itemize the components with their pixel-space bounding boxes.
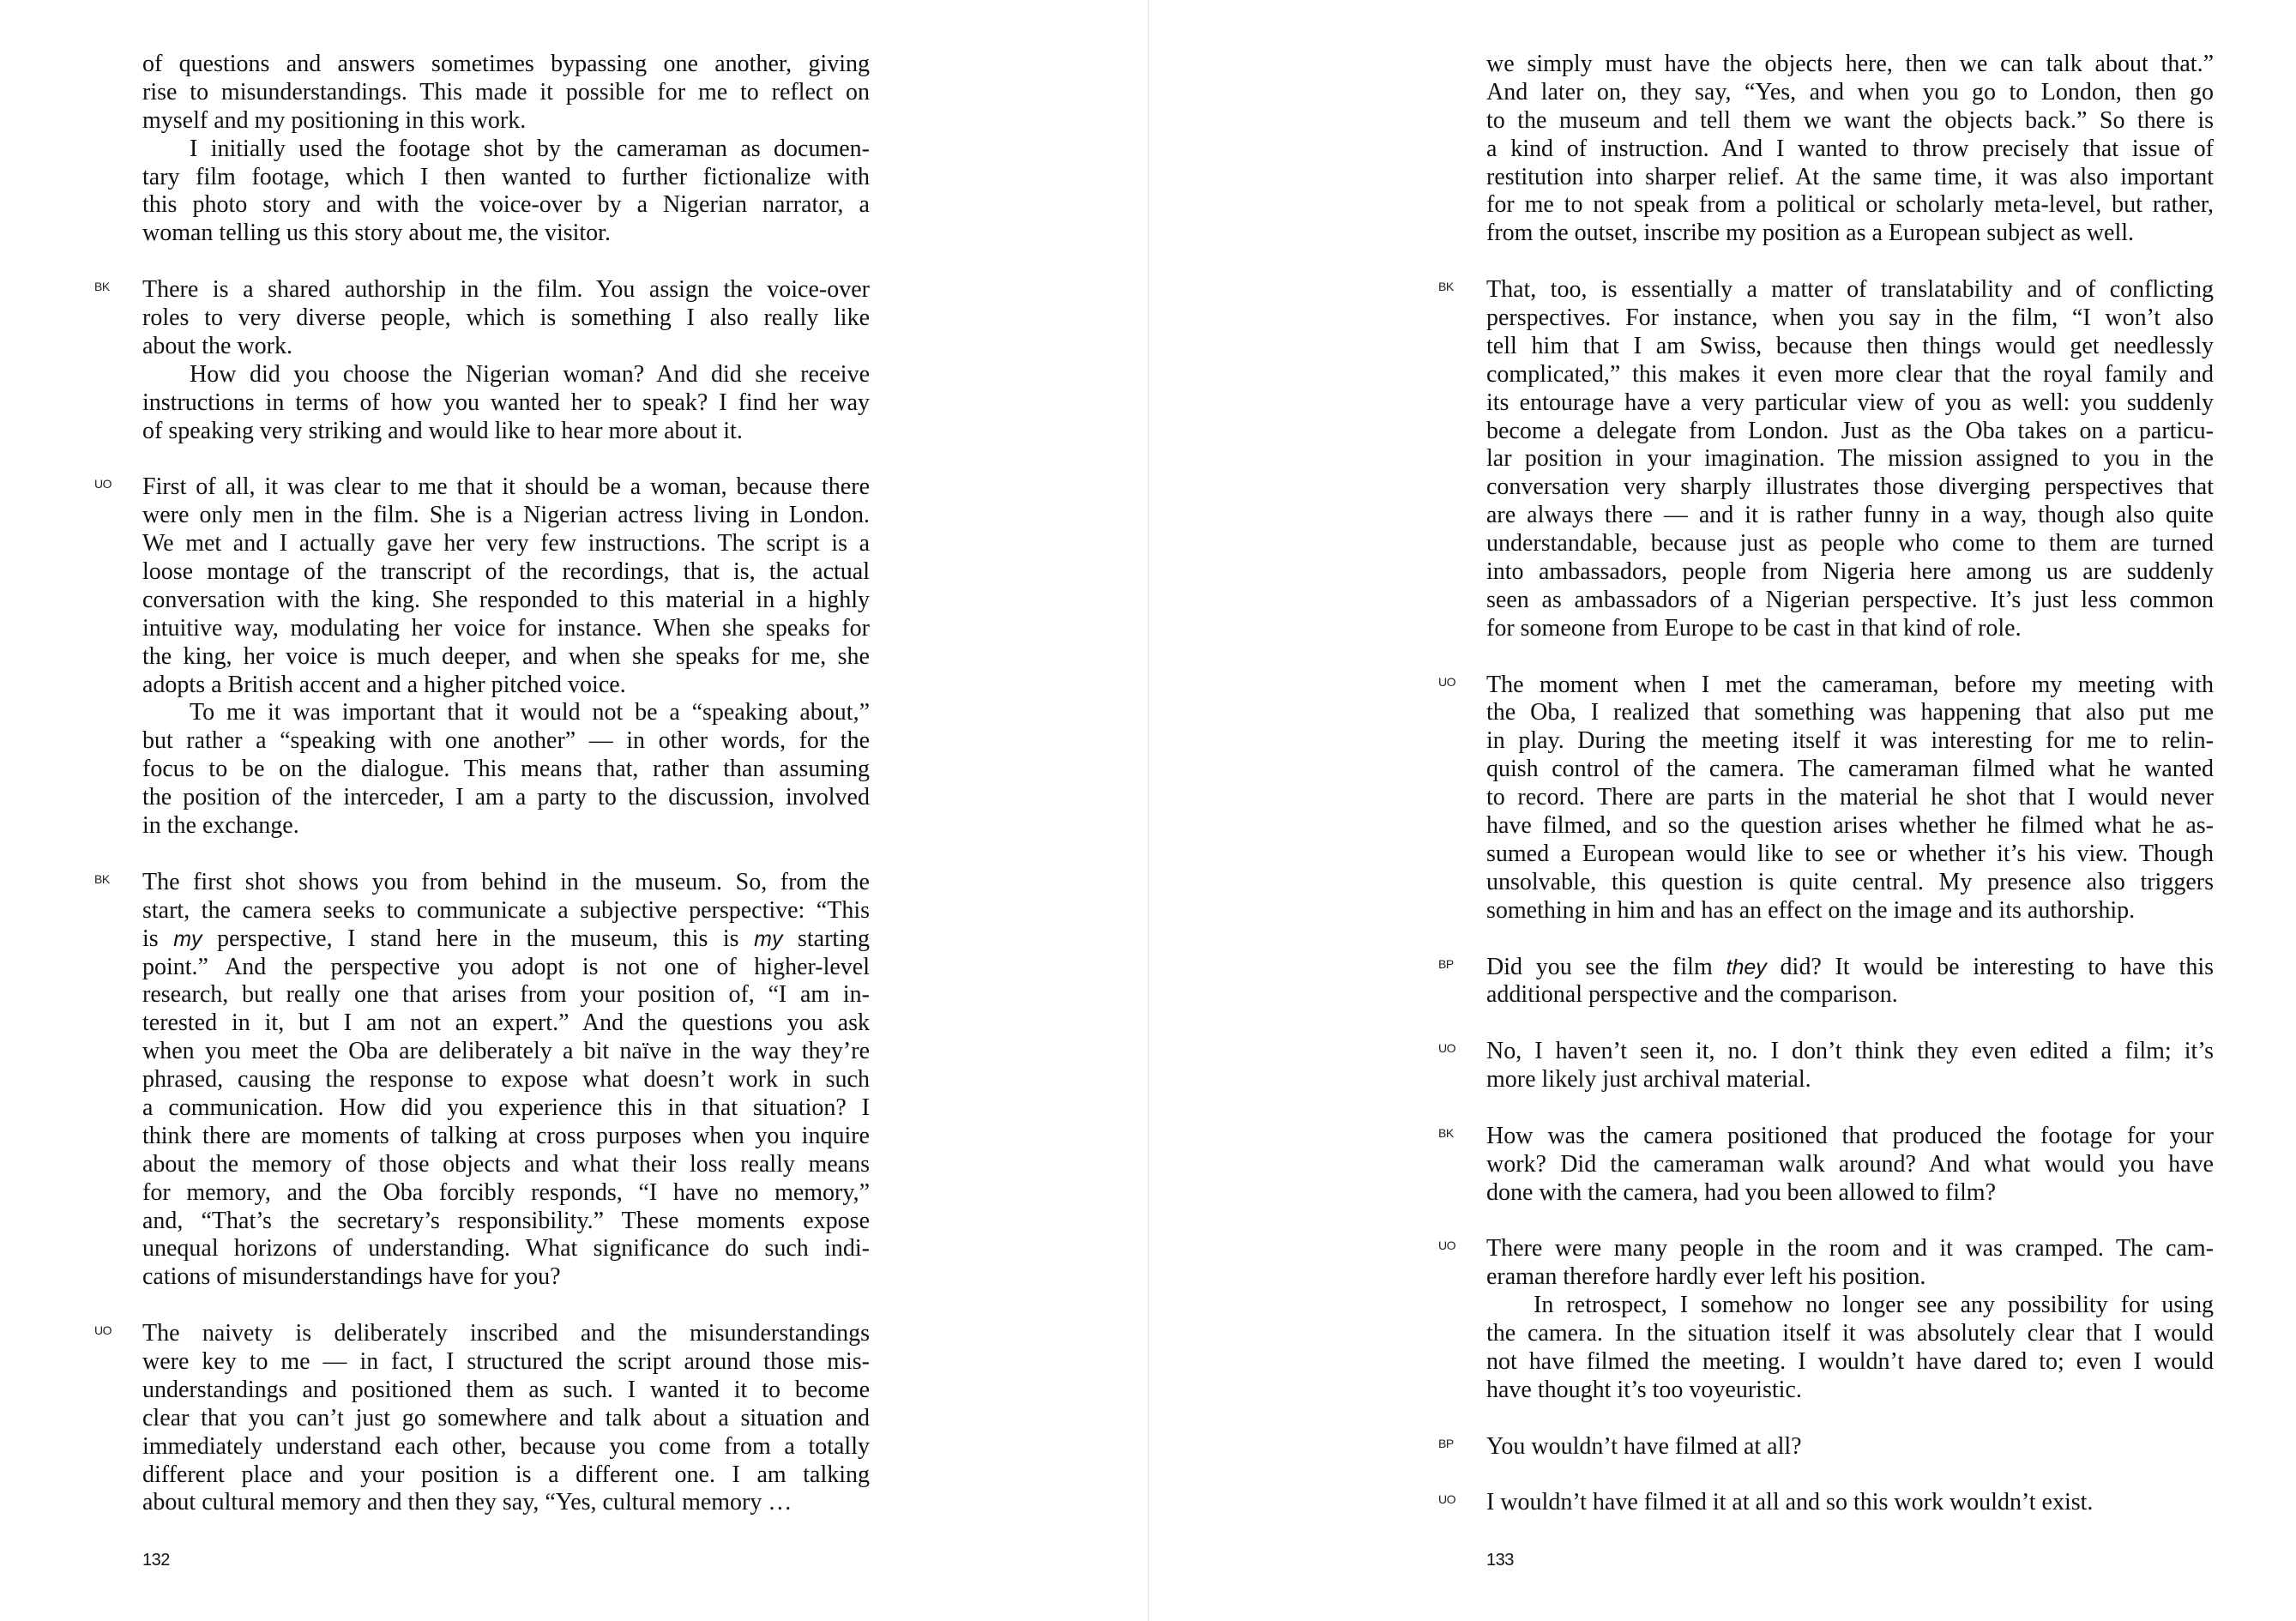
interview-entry — [1438, 1489, 2214, 1517]
text-line: its entourage have a very particular view of you as well: you suddenly — [1486, 389, 2214, 416]
text-line: The moment when I met the cameraman, before my meeting with — [1486, 671, 2214, 698]
text-line: No, I haven’t seen it, no. I don’t think they even edited a film; it’s — [1486, 1038, 2214, 1065]
text-line: the Oba, I realized that something was happening that also put me — [1486, 699, 2214, 726]
text-line: have filmed, and so the question arises whether he filmed what he as- — [1486, 812, 2214, 840]
text-line: think there are moments of talking at cross purposes when you inquire — [142, 1122, 870, 1149]
text-line: were only men in the film. She is a Nigerian actress living in London. — [142, 502, 870, 529]
text-line: additional perspective and the comparison. — [1486, 981, 1898, 1009]
interview-entry — [1438, 953, 2214, 1010]
text-line: about cultural memory and then they say, “Yes, cultural memory … — [142, 1489, 792, 1516]
text-line: when you meet the Oba are deliberately a bit naïve in the way they’re — [142, 1038, 870, 1065]
text-line: phrased, causing the response to expose what doesn’t work in such — [142, 1066, 870, 1094]
text-line: a communication. How did you experience this in that situation? I — [142, 1094, 870, 1121]
text-line: The naivety is deliberately inscribed and the misunderstandings — [142, 1320, 870, 1347]
left-page-text-column — [94, 51, 870, 1546]
right-page — [1149, 0, 2296, 1621]
text-line: from the outset, inscribe my position as a European subject as well. — [1486, 220, 2135, 247]
speaker-initials: BP — [1438, 956, 1454, 971]
text-line: in the exchange. — [142, 812, 299, 840]
text-line: unsolvable, this question is quite central. My presence also triggers — [1486, 868, 2214, 895]
text-line: loose montage of the transcript of the recordings, that is, the actual — [142, 558, 870, 586]
text-line: instructions in terms of how you wanted her to speak? I find her way — [142, 389, 870, 416]
paragraph — [1486, 276, 2214, 643]
text-line: have thought it’s too voyeuristic. — [1486, 1376, 1802, 1403]
page-number: 133 — [1486, 1551, 1514, 1570]
text-line: research, but really one that arises from your position of, “I am in- — [142, 981, 870, 1009]
text-line: the position of the interceder, I am a party to the discussion, involved — [142, 784, 870, 811]
italic-emphasis: they — [1726, 955, 1767, 979]
paragraph — [1486, 1123, 2214, 1208]
text-line: start, the camera seeks to communicate a subjective perspective: “This — [142, 896, 870, 924]
right-page-text-column — [1438, 51, 2214, 1546]
text-line: for memory, and the Oba forcibly responds, “I have no memory,” — [142, 1178, 870, 1206]
text-line: In retrospect, I somehow no longer see any possibility for using — [1534, 1292, 2214, 1319]
speaker-initials: BK — [1438, 1125, 1454, 1140]
text-line: point.” And the perspective you adopt is not one of higher-level — [142, 953, 870, 980]
paragraph — [1486, 1292, 2214, 1405]
text-line: more likely just archival material. — [1486, 1066, 1811, 1094]
text-segment: Did you see the film — [1486, 953, 1727, 980]
text-line: woman telling us this story about me, the visitor. — [142, 220, 611, 247]
speaker-initials: UO — [1438, 1041, 1455, 1056]
interview-entry — [94, 1320, 870, 1517]
text-line: tary film footage, which I then wanted to further fictionalize with — [142, 163, 870, 190]
italic-emphasis: my — [173, 926, 202, 951]
text-line: something in him and has an effect on the image and its authorship. — [1486, 896, 2136, 924]
text-line: of speaking very striking and would like to hear more about it. — [142, 417, 743, 444]
paragraph — [142, 869, 870, 1292]
text-line: for someone from Europe to be cast in that kind of role. — [1486, 614, 2022, 642]
text-line: we simply must have the objects here, then we can talk about that.” — [1486, 51, 2214, 77]
text-line: restitution into sharper relief. At the same time, it was also important — [1486, 163, 2214, 190]
interview-entry — [94, 473, 870, 841]
text-line: the king, her voice is much deeper, and when she speaks for me, she — [142, 642, 870, 670]
text-line: for me to not speak from a political or scholarly meta-level, but rather, — [1486, 191, 2214, 219]
text-line: sumed a European would like to see or whether it’s his view. Though — [1486, 840, 2214, 867]
text-line: understandable, because just as people who come to them are turned — [1486, 530, 2214, 557]
text-line: How was the camera positioned that produced the footage for your — [1486, 1122, 2214, 1149]
text-line: lar position in your imagination. The mission assigned to you in the — [1486, 445, 2214, 473]
text-line: You wouldn’t have filmed at all? — [1486, 1432, 1802, 1460]
paragraph — [1486, 1038, 2214, 1094]
text-line: this photo story and with the voice-over by a Nigerian narrator, a — [142, 191, 870, 219]
text-line: to the museum and tell them we want the objects back.” So there is — [1486, 106, 2214, 134]
text-line: work? Did the cameraman walk around? And what would you have — [1486, 1150, 2214, 1178]
text-line: quish control of the camera. The cameraman filmed what he wanted — [1486, 756, 2214, 783]
paragraph — [142, 136, 870, 249]
text-segment: is — [142, 925, 174, 952]
text-line: cations of misunderstandings have for you? — [142, 1263, 561, 1291]
text-line — [142, 925, 870, 954]
text-line: but rather a “speaking with one another” — in other words, for the — [142, 727, 870, 755]
text-line: about the work. — [142, 332, 292, 359]
text-line: of questions and answers sometimes bypassing one another, giving — [142, 51, 870, 77]
text-line: immediately understand each other, because you come from a totally — [142, 1432, 870, 1460]
text-line: That, too, is essentially a matter of translatability and of conflicting — [1486, 276, 2214, 304]
text-line: complicated,” this makes it even more clear that the royal family and — [1486, 360, 2214, 388]
interview-entry — [1438, 1122, 2214, 1208]
interview-entry — [1438, 1038, 2214, 1094]
text-line: How did you choose the Nigerian woman? And did she receive — [190, 360, 870, 388]
speaker-initials: BK — [94, 280, 110, 294]
interview-entry — [94, 868, 870, 1292]
speaker-initials: BK — [1438, 280, 1454, 294]
text-line: myself and my positioning in this work. — [142, 106, 527, 134]
interview-entry — [142, 51, 870, 248]
text-line: into ambassadors, people from Nigeria here among us are suddenly — [1486, 558, 2214, 586]
interview-entry — [1438, 1235, 2214, 1404]
paragraph — [1486, 1489, 2214, 1517]
text-line: The first shot shows you from behind in the museum. So, from the — [142, 868, 870, 895]
paragraph — [142, 276, 870, 361]
text-line: To me it was important that it would not be a “speaking about,” — [190, 699, 870, 726]
text-line: were key to me — in fact, I structured the script around those mis- — [142, 1347, 870, 1375]
text-line: a kind of instruction. And I wanted to throw precisely that issue of — [1486, 135, 2214, 162]
paragraph — [1486, 954, 2214, 1010]
paragraph — [1486, 51, 2214, 248]
text-segment: perspective, I stand here in the museum, this is — [202, 925, 755, 952]
speaker-initials: BK — [94, 871, 110, 886]
text-segment: did? It would be interesting to have this — [1766, 953, 2214, 980]
text-line: perspectives. For instance, when you say in the film, “I won’t also — [1486, 304, 2214, 332]
text-line: seen as ambassadors of a Nigerian perspective. It’s just less common — [1486, 586, 2214, 613]
text-line: There were many people in the room and it was cramped. The cam- — [1486, 1235, 2214, 1262]
text-line: We met and I actually gave her very few instructions. The script is a — [142, 530, 870, 557]
text-line — [1486, 954, 2214, 982]
text-line: not have filmed the meeting. I wouldn’t have dared to; even I would — [1486, 1347, 2214, 1375]
text-line: become a delegate from London. Just as the Oba takes on a particu- — [1486, 417, 2214, 444]
interview-entry — [1438, 1432, 2214, 1461]
speaker-initials: UO — [1438, 1492, 1455, 1507]
interview-entry — [94, 276, 870, 445]
text-line: adopts a British accent and a higher pitched voice. — [142, 671, 626, 698]
speaker-initials: UO — [1438, 674, 1455, 689]
page-number: 132 — [142, 1551, 170, 1570]
text-line: in play. During the meeting itself it was interesting for me to relin- — [1486, 727, 2214, 755]
text-line: tell him that I am Swiss, because then things would get needlessly — [1486, 332, 2214, 359]
interview-entry — [1486, 51, 2214, 248]
interview-entry — [1438, 671, 2214, 925]
paragraph — [1486, 1433, 2214, 1461]
paragraph — [142, 51, 870, 136]
text-line: understandings and positioned them as such. I wanted it to become — [142, 1376, 870, 1403]
paragraph — [142, 473, 870, 699]
text-line: are always there — and it is rather funny in a way, though also quite — [1486, 502, 2214, 529]
paragraph — [142, 1320, 870, 1517]
text-line: I initially used the footage shot by the cameraman as documen- — [190, 135, 870, 162]
speaker-initials: UO — [1438, 1238, 1455, 1253]
text-line: done with the camera, had you been allowed to film? — [1486, 1178, 1997, 1206]
text-line: I wouldn’t have filmed it at all and so this work wouldn’t exist. — [1486, 1489, 2094, 1516]
paragraph — [142, 699, 870, 840]
text-line: There is a shared authorship in the film. You assign the voice-over — [142, 276, 870, 304]
text-line: clear that you can’t just go somewhere and talk about a situation and — [142, 1404, 870, 1431]
text-line: And later on, they say, “Yes, and when you go to London, then go — [1486, 78, 2214, 105]
text-line: rise to misunderstandings. This made it possible for me to reflect on — [142, 78, 870, 105]
text-line: eraman therefore hardly ever left his position. — [1486, 1263, 1926, 1291]
text-line: the camera. In the situation itself it was absolutely clear that I would — [1486, 1320, 2214, 1347]
speaker-initials: UO — [94, 477, 111, 491]
text-line: different place and your position is a different one. I am talking — [142, 1461, 870, 1488]
text-line: unequal horizons of understanding. What significance do such indi- — [142, 1235, 870, 1262]
text-line: intuitive way, modulating her voice for instance. When she speaks for — [142, 614, 870, 642]
text-line: roles to very diverse people, which is something I also really like — [142, 304, 870, 332]
interview-entry — [1438, 276, 2214, 643]
text-segment: starting — [782, 925, 870, 952]
italic-emphasis: my — [754, 926, 783, 951]
text-line: conversation very sharply illustrates those diverging perspectives that — [1486, 473, 2214, 501]
text-line: and, “That’s the secretary’s responsibility.” These moments expose — [142, 1207, 870, 1234]
text-line: about the memory of those objects and what their loss really means — [142, 1150, 870, 1178]
speaker-initials: UO — [94, 1323, 111, 1338]
text-line: First of all, it was clear to me that it should be a woman, because there — [142, 473, 870, 501]
paragraph — [142, 361, 870, 446]
speaker-initials: BP — [1438, 1436, 1454, 1450]
text-line: focus to be on the dialogue. This means that, rather than assuming — [142, 756, 870, 783]
paragraph — [1486, 1235, 2214, 1292]
text-line: to record. There are parts in the material he shot that I would never — [1486, 784, 2214, 811]
paragraph — [1486, 672, 2214, 925]
text-line: terested in it, but I am not an expert.” And the questions you ask — [142, 1009, 870, 1037]
text-line: conversation with the king. She responded to this material in a highly — [142, 586, 870, 613]
